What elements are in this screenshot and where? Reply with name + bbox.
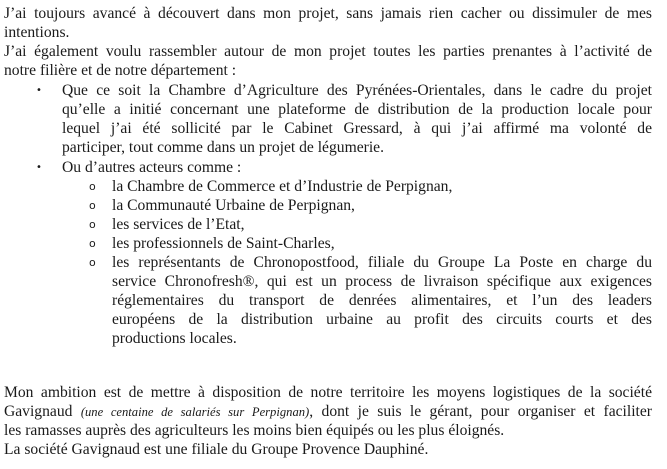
sub-bullet-marker: o — [89, 237, 96, 250]
sub-item-5-line-4: européens de la distribution urbaine au profit des circuits courts et des — [112, 311, 652, 328]
bullet-2-line-1: Ou d’autres acteurs comme : — [62, 159, 242, 176]
closing-line-4: La société Gavignaud est une filiale du Groupe Provence Dauphiné. — [4, 441, 429, 458]
bullet-marker: • — [36, 85, 42, 96]
sub-item-5-line-1: les représentants de Chronopostfood, filiale du Groupe La Poste en charge du — [112, 254, 652, 271]
closing-line-3: les ramasses auprès des agriculteurs les moins bien équipés ou les plus éloignés. — [4, 422, 505, 439]
sub-item-3: les services de l’Etat, — [112, 216, 245, 233]
sub-item-1: la Chambre de Commerce et d’Industrie de Perpignan, — [112, 178, 453, 195]
bullet-1-line-3: lequel j’ai été sollicité par le Cabinet Gressard, à qui j’ai affirmé ma volonté de — [62, 120, 652, 137]
sub-bullet-marker: o — [89, 180, 96, 193]
paragraph-2-line-2: notre filière et de notre département : — [4, 62, 237, 79]
sub-item-5-line-3: réglementaires du transport de denrées alimentaires, et l’un des leaders — [112, 292, 652, 309]
paragraph-2-line-1: J’ai également voulu rassembler autour de mon projet toutes les parties prenantes à l’activité de — [4, 43, 652, 60]
sub-item-5-line-2: service Chronofresh®, qui est un process de livraison spécifique aux exigences — [112, 273, 652, 290]
closing-line-1: Mon ambition est de mettre à disposition de notre territoire les moyens logistiques de la société — [4, 384, 652, 401]
bullet-1-line-4: participer, tout comme dans un projet de légumerie. — [62, 139, 384, 156]
sub-item-2: la Communauté Urbaine de Perpignan, — [112, 197, 355, 214]
sub-bullet-marker: o — [89, 256, 96, 269]
sub-bullet-marker: o — [89, 199, 96, 212]
sub-item-5-line-5: productions locales. — [112, 330, 237, 347]
bullet-marker: • — [36, 162, 42, 173]
sub-bullet-marker: o — [89, 218, 96, 231]
closing-line-2: Gavignaud (une centaine de salariés sur Perpignan), dont je suis le gérant, pour organiser et faciliter — [4, 403, 652, 420]
paragraph-1-line-1: J’ai toujours avancé à découvert dans mon projet, sans jamais rien cacher ou dissimuler de mes — [4, 5, 652, 22]
italic-note: (une centaine de salariés sur Perpignan) — [80, 405, 310, 419]
sub-item-4: les professionnels de Saint-Charles, — [112, 235, 335, 252]
bullet-1-line-1: Que ce soit la Chambre d’Agriculture des Pyrénées-Orientales, dans le cadre du projet — [62, 82, 652, 99]
bullet-1-line-2: qu’elle a initié concernant une plateforme de distribution de la production locale pour — [62, 101, 652, 118]
paragraph-1-line-2: intentions. — [4, 24, 70, 41]
